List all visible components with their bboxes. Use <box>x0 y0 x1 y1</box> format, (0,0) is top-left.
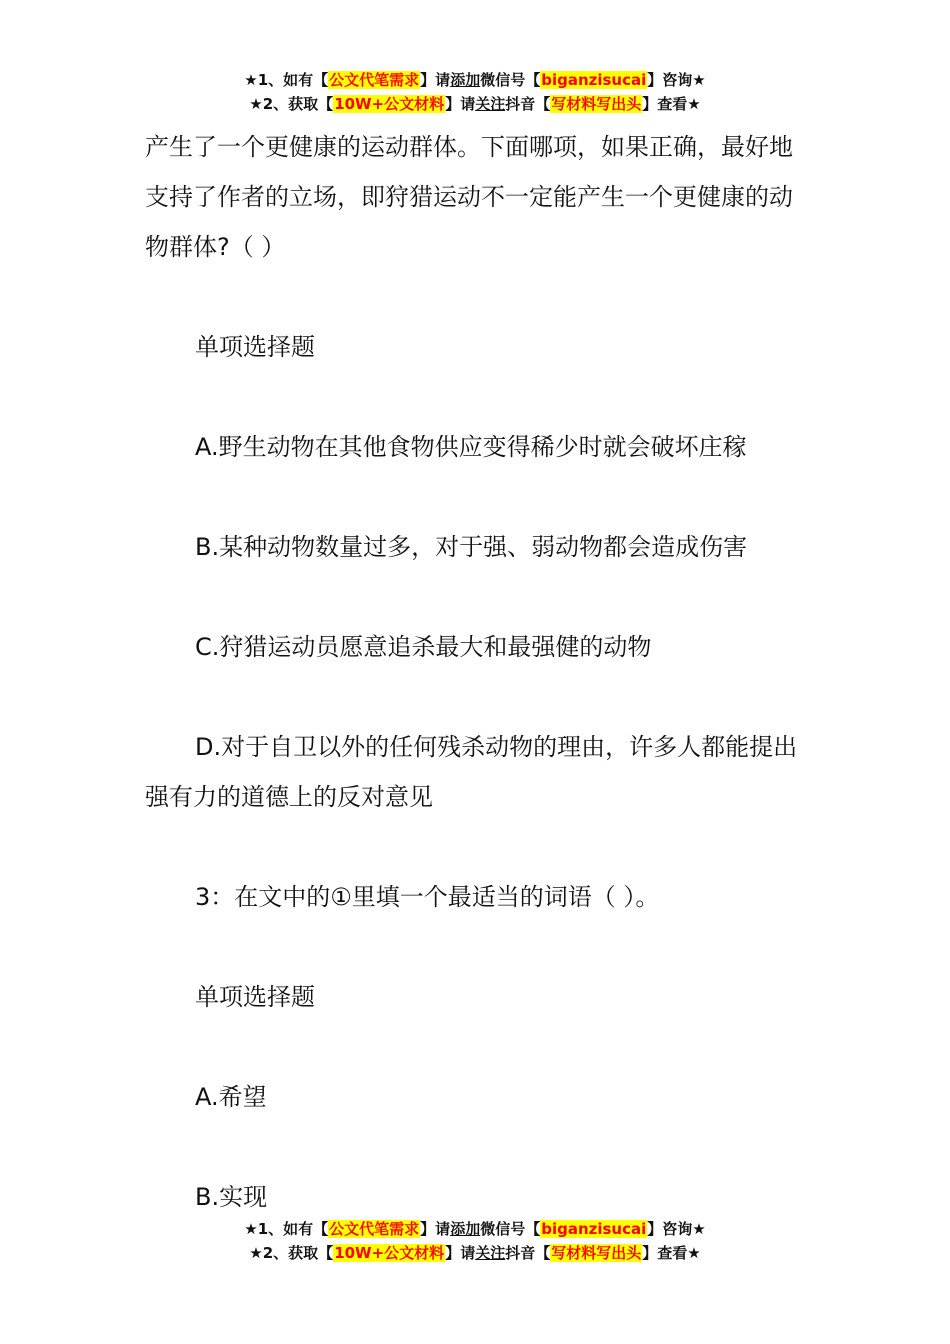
footer-banner <box>0 1217 950 1265</box>
banner-text: 抖音【 <box>505 1244 551 1262</box>
banner-text: 】查看★ <box>642 1244 701 1262</box>
question-type: 单项选择题 <box>195 333 315 361</box>
banner-text: 】咨询★ <box>647 71 706 89</box>
banner-highlight: 写材料写出头 <box>551 1244 642 1262</box>
banner-highlight: biganzisucai <box>541 1220 647 1238</box>
banner-line-1 <box>0 1217 950 1241</box>
question-3-stem: 3：在文中的①里填一个最适当的词语（ ）。 <box>195 883 660 911</box>
banner-underline: 关注 <box>475 1244 506 1262</box>
option-d: D.对于自卫以外的任何残杀动物的理由，许多人都能提出强有力的道德上的反对意见 <box>145 733 798 811</box>
option-a: A.野生动物在其他食物供应变得稀少时就会破坏庄稼 <box>195 433 747 461</box>
banner-line-2 <box>0 1241 950 1265</box>
banner-text: 微信号【 <box>480 1220 541 1238</box>
question-type: 单项选择题 <box>195 983 315 1011</box>
banner-highlight: 公文代笔需求 <box>329 1220 420 1238</box>
banner-underline: 添加 <box>450 71 481 89</box>
banner-text: 】请 <box>420 1220 451 1238</box>
banner-underline: 关注 <box>475 95 506 113</box>
option-c: C.狩猎运动员愿意追杀最大和最强健的动物 <box>195 633 652 661</box>
option-a: A.希望 <box>195 1083 267 1111</box>
banner-line-2 <box>0 92 950 116</box>
banner-text: ★1、如有【 <box>244 1220 329 1238</box>
banner-highlight: 10W+公文材料 <box>334 1244 445 1262</box>
banner-text: 】请 <box>420 71 451 89</box>
option-b: B.某种动物数量过多，对于强、弱动物都会造成伤害 <box>195 533 748 561</box>
option-b: B.实现 <box>195 1183 268 1211</box>
banner-line-1 <box>0 68 950 92</box>
question-intro: 产生了一个更健康的运动群体。下面哪项，如果正确，最好地支持了作者的立场，即狩猎运动不一定能产生一个更健康的动物群体?（ ） <box>145 133 793 261</box>
banner-underline: 添加 <box>450 1220 481 1238</box>
banner-highlight: 10W+公文材料 <box>334 95 445 113</box>
banner-text: 】咨询★ <box>647 1220 706 1238</box>
banner-highlight: 公文代笔需求 <box>329 71 420 89</box>
banner-text: 抖音【 <box>505 95 551 113</box>
banner-text: ★1、如有【 <box>244 71 329 89</box>
banner-text: 微信号【 <box>480 71 541 89</box>
banner-text: 】查看★ <box>642 95 701 113</box>
banner-text: 】请 <box>445 95 476 113</box>
banner-text: ★2、获取【 <box>249 95 334 113</box>
banner-text: ★2、获取【 <box>249 1244 334 1262</box>
header-banner <box>0 68 950 116</box>
document-body <box>145 122 810 1222</box>
banner-highlight: 写材料写出头 <box>551 95 642 113</box>
banner-text: 】请 <box>445 1244 476 1262</box>
banner-highlight: biganzisucai <box>541 71 647 89</box>
